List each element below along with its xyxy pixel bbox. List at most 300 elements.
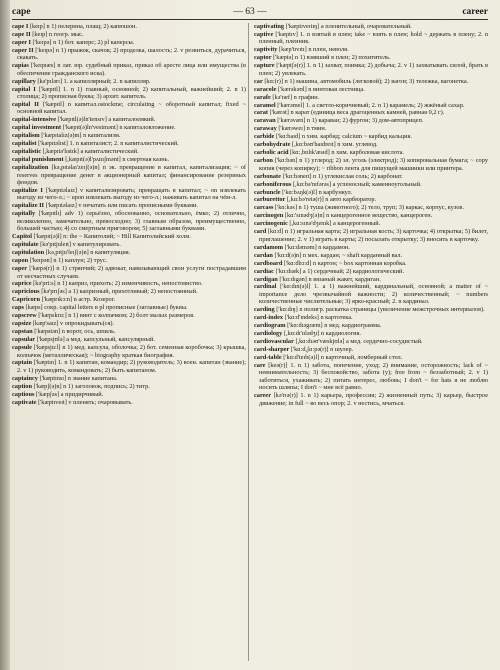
entry-definition: 1. n 1) захват, поимка; 2) добыча; 2. v 1) захватывать силой, брать в плен; 2) увлекать. (259, 62, 488, 77)
entry-definition: n ворот, ось, шпиль. (61, 328, 116, 336)
entry-definition: n лат. юр. судебный приказ, приказ об аресте лица или имущества (в обеспечение гражданского иска). (17, 62, 246, 77)
entry-definition: n 1) стряпчий; 2) адвокат, навязывающий свои услуги пострадавшим от несчастных случаев. (17, 265, 246, 280)
dictionary-entry (12, 312, 246, 319)
dictionary-entry (12, 78, 246, 85)
dictionary-entry (12, 202, 246, 209)
entry-definition: n геогр. мыс. (48, 30, 84, 38)
entry-definition: n мех. кардан; ~ shaft карданный вал. (302, 251, 403, 259)
right-column (254, 23, 488, 663)
entry-headword: capsize (12, 320, 32, 328)
entry-headword: carbon (254, 157, 273, 165)
entry-headword: carbohydrate (254, 141, 291, 149)
entry-transcription: [kɑ:'sɪnədʒ(ə)n] (284, 212, 325, 220)
entry-headword: caramel (254, 101, 276, 109)
entry-headword: cardiogram (254, 322, 286, 330)
entry-headword: car (254, 77, 263, 85)
entry-transcription: [,kæpɪtə'lɪstɪk] (42, 148, 79, 156)
entry-definition: n вязаный жакет, кардиган. (308, 275, 381, 283)
entry-headword: capitalize II (12, 202, 45, 210)
entry-definition: adv 1) серьёзно, обоснованно, основательно, ёмко; 2) отлично, великолепно, замечательно, превосходно; 3) главным образом, преимущественно, большей частью; 4) со смертным приговором; 5) заглавными буквами. (17, 210, 246, 233)
dictionary-entry (12, 399, 246, 406)
entry-definition: n 1) бот. каперс; 2) pl каперсы. (53, 38, 135, 46)
entry-definition: n 1) каплун; 2) трус. (53, 257, 108, 265)
dictionary-entry (12, 148, 246, 155)
entry-transcription: [,kɑ:bə'nɪfərəs] (292, 180, 332, 188)
entry-headword: capscrew (12, 312, 37, 320)
dictionary-entry (254, 181, 488, 188)
entry-definition: n капитал.ostockme; circulating ~ оборотный капитал; fixed ~ основной капитал. (17, 101, 246, 116)
entry-headword: carbolic acid (254, 149, 289, 157)
entry-definition: n 1) заголовок, подпись; 2) титр. (63, 382, 150, 390)
dictionary-entry (254, 125, 488, 132)
entry-headword: capitalism (12, 132, 40, 140)
entry-transcription: ['kɑ:dɪŋ] (276, 306, 298, 314)
entry-definition: 1. n 1) карьера, профессия; 2) жизненный путь; 3) карьер, быстрое движение; in full ~ во весь опор; 2. v нестись, мчаться. (259, 392, 488, 407)
entry-definition: a угленосный; каменноугольный. (332, 180, 422, 188)
entry-headword: capsular (12, 336, 36, 344)
entry-definition: n кардамон. (318, 243, 350, 251)
entry-transcription: ['kæpɪtəlɪst] (38, 140, 68, 148)
entry-transcription: [,kæpɪt(ə)l'pʌnɪʃmənt] (65, 156, 121, 164)
entry-transcription: ['kæptɪn] (33, 359, 57, 367)
entry-transcription: ['kɑ:d'teɪb(ə)l] (283, 354, 320, 362)
dictionary-entry (254, 314, 488, 321)
entry-definition: n карбункул. (318, 188, 353, 196)
dictionary-entry (12, 116, 246, 123)
dictionary-entry (254, 196, 488, 203)
entry-transcription: [kə,pɪtəlaɪ'zeɪʃ(ə)n] (51, 164, 100, 172)
entry-definition: a пленительный, очаровательный. (320, 23, 412, 30)
dictionary-entry (12, 288, 246, 295)
entry-definition: n 1) пелерина, плащ; 2) капюшон. (46, 23, 137, 30)
entry-definition: n астр. Козерог. (73, 296, 116, 304)
entry-headword: carafe (254, 93, 271, 101)
entry-definition: n канцерогенное вещество, канцероген. (326, 212, 433, 220)
dictionary-entry (254, 212, 488, 219)
entry-transcription: [kə'rɪə(r)] (273, 392, 298, 400)
entry-headword: caption (12, 382, 32, 390)
entry-headword: capital investment (12, 124, 62, 132)
entry-definition: a придирчивый. (60, 390, 104, 398)
entry-headword: caps (12, 304, 24, 312)
entry-headword: capital I (12, 85, 36, 93)
dictionary-entry (12, 132, 246, 139)
dictionary-entry (12, 62, 246, 77)
entry-transcription: [keɪp] (29, 23, 45, 30)
dictionary-entry (12, 344, 246, 359)
entry-transcription: [kə'pɪlərɪ] (37, 77, 62, 85)
entry-headword: caraway (254, 125, 277, 133)
entry-transcription: [,kɑ:dɪəʊ'væskjʊlə] (295, 338, 345, 346)
entry-headword: captivate (12, 398, 37, 406)
dictionary-entry (12, 296, 246, 303)
entry-headword: Capricorn (12, 296, 40, 304)
dictionary-entry (254, 157, 488, 172)
dictionary-entry (254, 117, 488, 124)
dictionary-entry (12, 140, 246, 147)
entry-headword: capitulate (12, 241, 39, 249)
book-spine-shadow (0, 0, 10, 670)
entry-definition: сокр. capital letters в pl прописные (заглавные) буквы. (44, 304, 188, 312)
entry-headword: career (254, 392, 272, 400)
entry-definition: n смертная казнь. (122, 156, 170, 164)
entry-headword: carburettor (254, 196, 286, 204)
dictionary-entry (254, 276, 488, 283)
entry-transcription: ['kæptɪnsɪ] (39, 374, 67, 382)
dictionary-entry (12, 249, 246, 256)
dictionary-entry (254, 204, 488, 211)
entry-transcription: ['kæptɪv] (275, 30, 298, 38)
entry-transcription: [kɑ:,bɒlɪk'æsɪd] (290, 149, 330, 157)
entry-definition: n эк. превращение в капитал, капитализация; ~ of reserves превращение денег в акционерный капитал; финансирование резервных фондов. (17, 164, 246, 187)
dictionary-entry (254, 268, 488, 275)
dictionary-entry (254, 62, 488, 77)
entry-definition: a капиталистический. (80, 148, 139, 156)
entry-definition: n 1) игральная карта; 2) игральная кость; 3) карточка; 4) открытка; 5) билет, приглашение; 2. v 1) играть в карты; 2) посылать открытку; 3) вносить в карточку. (259, 228, 488, 243)
entry-definition: n капитализм. (83, 132, 121, 140)
entry-headword: carbuncle (254, 188, 281, 196)
entry-transcription: ['kæpsju:l] (33, 344, 61, 352)
entry-transcription: ['keɪpɪæs] (30, 62, 56, 70)
entry-headword: care (254, 361, 266, 369)
entry-headword: caravan (254, 117, 276, 125)
entry-headword: Capitol (12, 233, 32, 241)
dictionary-entry (254, 244, 488, 251)
entry-transcription: [kə,pɪtju'leɪʃ(ə)n] (45, 249, 89, 257)
entry-definition: n тмин. (306, 125, 327, 133)
entry-headword: capias (12, 62, 29, 70)
header-right-guide-word: career (462, 7, 488, 17)
dictionary-entry (254, 260, 488, 267)
header-left-guide-word: cape (12, 7, 31, 17)
entry-definition: n хим. карболовая кислота. (331, 149, 404, 157)
header-rule (12, 19, 488, 20)
dictionary-entry (254, 149, 488, 156)
dictionary-entry (254, 141, 488, 148)
entry-transcription: ['kɑ:dɪæk] (275, 267, 302, 275)
entry-headword: card-sharper (254, 346, 290, 354)
dictionary-entry (12, 47, 246, 62)
entry-transcription: [,kɑ:dɪ'ɒlədʒɪ] (283, 330, 320, 338)
entry-transcription: [kæp'tɪvɪtɪ] (279, 46, 307, 54)
entry-headword: captious (12, 390, 35, 398)
entry-headword: carding (254, 306, 275, 314)
entry-transcription: [kə'pri:s] (33, 280, 56, 288)
entry-definition: n 1) туша (животного); 2) тело, труп; 3) каркас, корпус, кузов. (298, 204, 464, 212)
entry-definition: a капиталоемкий. (108, 116, 156, 124)
dictionary-entry (254, 283, 488, 305)
entry-headword: card-table (254, 354, 282, 362)
entry-transcription: [kæp'saɪz] (32, 320, 59, 328)
entry-transcription: ['kærəweɪ] (278, 125, 305, 133)
dictionary-entry (12, 210, 246, 232)
entry-definition: 1. a 1) важнейший, кардинальный, основной; a matter of ~ importance дело чрезвычайной важности; 2) количественный; ~ numbers количественные числительные; 3) ярко-красный; 2. n кардинал. (259, 283, 488, 306)
dictionary-entry (12, 187, 246, 202)
entry-definition: n капиталовложение. (119, 124, 176, 132)
entry-transcription: ['kærət] (269, 109, 289, 117)
entry-transcription: ['kɑ:baɪd] (275, 133, 301, 141)
entry-definition: v капитулировать. (72, 241, 121, 249)
entry-transcription: [,kɑ:bə'retə(r)] (286, 196, 324, 204)
entry-definition: v печатать или писать прописными буквами. (78, 202, 198, 210)
dictionary-entry (254, 173, 488, 180)
dictionary-entry (12, 391, 246, 398)
entry-transcription: ['kɑ:kəs] (275, 204, 297, 212)
entry-definition: n авто карбюратор. (325, 196, 377, 204)
dictionary-entry (12, 328, 246, 335)
dictionary-entry (254, 362, 488, 392)
entry-headword: capitulation (12, 249, 45, 257)
dictionary-entry (254, 220, 488, 227)
dictionary-entry (254, 86, 488, 93)
entry-definition: n: the ~ Капитолий; ~ Hill Капитолийский холм. (63, 233, 191, 241)
entry-definition: n мед. кардиограмма. (324, 322, 382, 330)
dictionary-entry (12, 233, 246, 240)
dictionary-entry (254, 78, 488, 85)
entry-definition: n хим. карбид; calcium ~ карбид кальция. (301, 133, 412, 141)
dictionary-entry (254, 322, 488, 329)
entry-transcription: ['kæpə(r)] (29, 265, 55, 273)
entry-headword: carbide (254, 133, 275, 141)
entry-transcription: ['kæptɪveɪtɪŋ] (285, 23, 320, 30)
entry-transcription: ['keɪpən] (29, 257, 52, 265)
entry-headword: cape II (12, 30, 31, 38)
entry-definition: n 1) винт с колпачком; 2) болт малых размеров. (68, 312, 195, 320)
entry-transcription: ['kærəkəʊl] (277, 85, 307, 93)
entry-headword: capital II (12, 101, 39, 109)
entry-definition: a 1) капризный, прихотливый; 2) непостоянный. (68, 288, 198, 296)
entry-definition: 1. a светло-коричневый; 2. n 1) карамель; 2) жжёный сахар. (305, 101, 465, 109)
entry-headword: carcinogen (254, 212, 284, 220)
entry-headword: captain (12, 359, 32, 367)
entry-headword: capture (254, 62, 275, 70)
entry-transcription: ['kæpɪtalɪz(ə)m] (41, 132, 82, 140)
dictionary-entry (12, 156, 246, 163)
entry-definition: n 1) каприз, прихоть; 2) изменчивость, непостоянство. (57, 280, 203, 288)
entry-definition: n кардиология. (321, 330, 361, 338)
entry-headword: carboniferous (254, 180, 292, 188)
entry-headword: capitally (12, 210, 36, 218)
entry-definition: n картотека. (320, 314, 353, 322)
entry-headword: captor (254, 54, 272, 62)
entry-transcription: [kə'ræf] (272, 93, 293, 101)
dictionary-entry (12, 86, 246, 101)
dictionary-entry (254, 330, 488, 337)
entry-transcription: ['kæpɪt(ə)ln'vestmənt] (62, 124, 118, 132)
dictionary-entry (12, 265, 246, 280)
entry-transcription: ['kɑ:dɪgən] (279, 275, 307, 283)
entry-definition: 1. n 1) главный, основной; 2) капитальный, важнейший; 2. n 1) столица; 2) прописная буква; 3) архит. капитель. (17, 85, 246, 101)
entry-headword: capstan (12, 328, 33, 336)
column-divider (248, 23, 249, 661)
entry-definition: n картон; ~ box картонная коробка. (313, 259, 407, 267)
entry-headword: capitalization (12, 164, 49, 172)
entry-transcription: ['kæpskru:] (38, 312, 67, 320)
dictionary-entry (254, 54, 488, 61)
entry-headword: carat (254, 109, 268, 117)
dictionary-entry (12, 241, 246, 248)
entry-definition: n графин. (293, 93, 320, 101)
entry-transcription: ['kɑ:bʌŋk(ə)l] (282, 188, 317, 196)
entry-headword: cardinal (254, 283, 277, 291)
dictionary-entry (12, 23, 246, 30)
entry-definition: v опрокидывать(ся). (60, 320, 115, 328)
entry-headword: cardiac (254, 267, 274, 275)
entry-transcription: [kə'pɪtjuleɪt] (40, 241, 72, 249)
entry-transcription: [,kɑ:sɪnə'dʒenɪk] (289, 220, 332, 228)
dictionary-entry (254, 392, 488, 407)
dictionary-entry (12, 375, 246, 382)
entry-transcription: [keɪp] (32, 30, 48, 38)
dictionary-entry (12, 320, 246, 327)
entry-transcription: ['kɑ:bəneɪt] (282, 172, 312, 180)
entry-headword: capitalist (12, 140, 37, 148)
dictionary-entry (254, 133, 488, 140)
entry-headword: caper II (12, 46, 34, 54)
entry-definition: v пленять; очаровывать. (68, 398, 133, 406)
entry-definition: a 1) сердечный; 2) кардиологический. (302, 267, 404, 275)
entry-definition: v капитализировать; превращать в капитал; ~ on извлекать выгоду из чего-л.; ~ upon извлекать выгоду из чего-л.; наживать капитал на чём-л. (17, 187, 246, 202)
entry-definition: n 1) караван; 2) фургон; 3) дом-автоприцеп. (306, 117, 424, 125)
entry-headword: caprice (12, 280, 32, 288)
entry-transcription: ['kæpsjʊlə] (36, 336, 65, 344)
entry-headword: capitalistic (12, 148, 42, 156)
entry-definition: n карат (единица веса драгоценных камней, равная 0,2 г). (290, 109, 445, 117)
entry-headword: capitalize I (12, 187, 43, 195)
entry-transcription: ['kæptʃə(r)] (276, 62, 305, 70)
entry-transcription: ['kæpɪtl] (42, 101, 64, 109)
entry-transcription: ['kɑ:d'ɪndeks] (284, 314, 319, 322)
dictionary-entry (12, 359, 246, 374)
dictionary-entry (254, 338, 488, 345)
page-number: — 63 — (233, 7, 267, 17)
entry-transcription: ['kæpstən] (34, 328, 61, 336)
entry-headword: capon (12, 257, 29, 265)
dictionary-entry (254, 102, 488, 109)
dictionary-entry (12, 164, 246, 186)
entry-headword: caper I (12, 38, 31, 46)
entry-headword: capital-intensive (12, 116, 57, 124)
entry-headword: capricious (12, 288, 40, 296)
entry-transcription: ['kɑ:dbɔ:d] (283, 259, 312, 267)
dictionary-entry (254, 31, 488, 46)
entry-definition: 1. n взятый в плен; take ~ взять в плен; hold ~ держать в плену; 2. n пленный, пленник. (259, 30, 488, 46)
entry-definition: 1. n 1) капитан, командир; 2) руководитель; 3) воен. капитан (звание); 2. v 1) руководить, командовать; 2) быть капитаном. (17, 359, 246, 374)
entry-headword: cape I (12, 23, 29, 30)
entry-definition: n 1) прыжок, скачок; 2) проделка, шалость; 2. v резвиться, дурачиться, скакать. (17, 46, 246, 62)
entry-definition: n капитуляция. (90, 249, 131, 257)
entry-definition: n 1) взявший в плен; 2) похититель. (295, 54, 391, 62)
entry-definition: 1. n капиталист; 2. n капиталистический. (69, 140, 179, 148)
entry-definition: n 1) машина, автомобиль (легковой); 2) вагон; 3) тележка, вагонетка. (284, 77, 469, 85)
entry-transcription: [kæps] (25, 304, 43, 312)
dictionary-entry (12, 101, 246, 116)
entry-transcription: [,kɑ:bəʊ'haɪdreɪt] (291, 141, 336, 149)
entry-headword: carcinogenic (254, 220, 288, 228)
entry-definition: n 1) углерод; 2) эл. уголь (электрод); 3) копировальная бумага; ~ copy копия (через копирку); ~ ribbon лента для пишущей машинки или принтера. (259, 157, 488, 172)
entry-transcription: ['keɪpə] (35, 46, 55, 54)
dictionary-entry (12, 124, 246, 131)
entry-transcription: ['kæprɪkɔ:n] (41, 296, 73, 304)
dictionary-entry (12, 31, 246, 38)
entry-transcription: ['kæpɪt(ə)l] (33, 233, 62, 241)
entry-headword: cardamom (254, 243, 284, 251)
entry-headword: card-index (254, 314, 284, 322)
dictionary-entry (12, 257, 246, 264)
entry-definition: n карточный, ломберный стол. (320, 354, 403, 362)
entry-transcription: ['kɑ:dɪn(ə)l] (280, 283, 311, 291)
dictionary-entry (254, 46, 488, 53)
entry-definition: 1. n 1) забота, попечение, уход; 2) внимание, осторожность; lack of ~ невнимательность; 3) беспокойство, забота (у); free from ~ беззаботный; 2. v 1) заботиться, ухаживать; 2) питать интерес, любовь; I don't ~ for hats я не люблю носить шляпы; I don't ~ мне всё равно. (259, 361, 488, 392)
entry-transcription: ['keɪpə] (32, 38, 52, 46)
entry-definition: a мед. сердечно-сосудистый. (346, 338, 423, 346)
entry-transcription: ['kæpɪtl(ə)ln'tensɪv] (57, 116, 107, 124)
entry-transcription: ['kæpʃəs] (35, 390, 60, 398)
entry-definition: n шулер. (330, 346, 354, 354)
dictionary-entry (12, 280, 246, 287)
entry-definition: n 1) мед. капсула, оболочка; 2) бот. семенная коробочка; 3) крышка, колпачок (металлическая); ~ biography краткая биография. (17, 344, 246, 359)
entry-headword: cardiology (254, 330, 283, 338)
entry-transcription: [kɑ:d] (267, 228, 284, 236)
entry-definition: n хим. углевод. (337, 141, 378, 149)
entry-headword: card (254, 228, 267, 236)
entry-headword: capital punishment (12, 156, 64, 164)
entry-definition: n звание капитана. (67, 374, 118, 382)
entry-transcription: ['kɑ:d,ʃɑ:pə(r)] (290, 346, 329, 354)
entry-transcription: ['kæpɪtlɪ] (38, 210, 62, 218)
entry-transcription: ['kæptə] (273, 54, 294, 62)
entry-headword: captivity (254, 46, 278, 54)
entry-transcription: ['kɑ:dɪəgræm] (287, 322, 323, 330)
dictionary-entry (254, 252, 488, 259)
entry-transcription: ['kærəvæn] (277, 117, 306, 125)
entry-definition: 1. a капиллярный; 2. n капилляр. (63, 77, 151, 85)
entry-headword: caper (12, 265, 28, 273)
left-column (12, 23, 246, 663)
entry-transcription: [keə(r)] (268, 361, 288, 369)
entry-headword: captivating (254, 23, 285, 30)
entry-headword: carbonate (254, 172, 281, 180)
entry-headword: capillary (12, 77, 36, 85)
entry-headword: caracole (254, 85, 277, 93)
entry-headword: captaincy (12, 374, 38, 382)
entry-transcription: ['kæpɪtl] (38, 85, 60, 93)
entry-definition: n 1) углекислая соль; 2) карбонат. (313, 172, 403, 180)
entry-transcription: ['kæpɪtəlaɪz] (45, 202, 77, 210)
dictionary-entry (12, 336, 246, 343)
entry-headword: cardboard (254, 259, 283, 267)
entry-transcription: [kɑ:(r)] (264, 77, 284, 85)
dictionary-entry (12, 304, 246, 311)
dictionary-entry (254, 94, 488, 101)
dictionary-entry (12, 383, 246, 390)
entry-headword: carcass (254, 204, 274, 212)
dictionary-entry (254, 354, 488, 361)
dictionary-entry (254, 23, 488, 30)
entry-transcription: ['kæptɪveɪt] (38, 398, 67, 406)
entry-transcription: ['kæpɪtəlaɪz] (45, 187, 78, 195)
entry-definition: n полигр. раскатка страницы (увеличение межстрочных интервалов). (299, 306, 485, 314)
dictionary-entry (254, 109, 488, 116)
dictionary-entry (12, 39, 246, 46)
entry-definition: n плен, неволя. (308, 46, 349, 54)
dictionary-entry (254, 228, 488, 243)
entry-definition: a мед. капсульный, капсулярный. (66, 336, 155, 344)
entry-headword: cardigan (254, 275, 278, 283)
dictionary-entry (254, 189, 488, 196)
entry-transcription: ['kæpʃ(ə)n] (33, 382, 62, 390)
dictionary-entry (254, 306, 488, 313)
